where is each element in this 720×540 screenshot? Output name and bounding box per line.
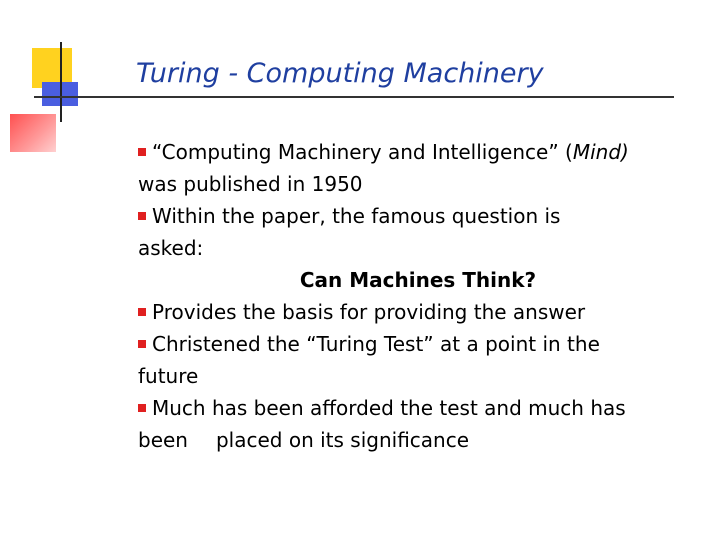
square-bullet-icon	[138, 212, 146, 220]
decor-red-square	[10, 114, 56, 152]
slide-body	[138, 136, 678, 456]
square-bullet-icon	[138, 404, 146, 412]
square-bullet-icon	[138, 308, 146, 316]
bullet-item-5: Much has been afforded the test and much has been placed on its significance	[138, 396, 626, 452]
slide-title: Turing - Computing Machinery	[136, 58, 544, 89]
square-bullet-icon	[138, 148, 146, 156]
title-divider	[34, 96, 674, 98]
key-question: Can Machines Think?	[299, 268, 537, 292]
journal-name: Mind)	[572, 140, 629, 164]
decor-vertical-line	[60, 42, 62, 122]
bullet-item-4: Christened the “Turing Test” at a point in the future	[138, 332, 600, 388]
bullet-item-3: Provides the basis for providing the answer	[138, 296, 678, 328]
bullet-item-1: “Computing Machinery and Intelligence” (Mind) was published in 1950	[138, 140, 629, 196]
square-bullet-icon	[138, 340, 146, 348]
bullet-item-2: Within the paper, the famous question is asked:	[138, 204, 561, 260]
